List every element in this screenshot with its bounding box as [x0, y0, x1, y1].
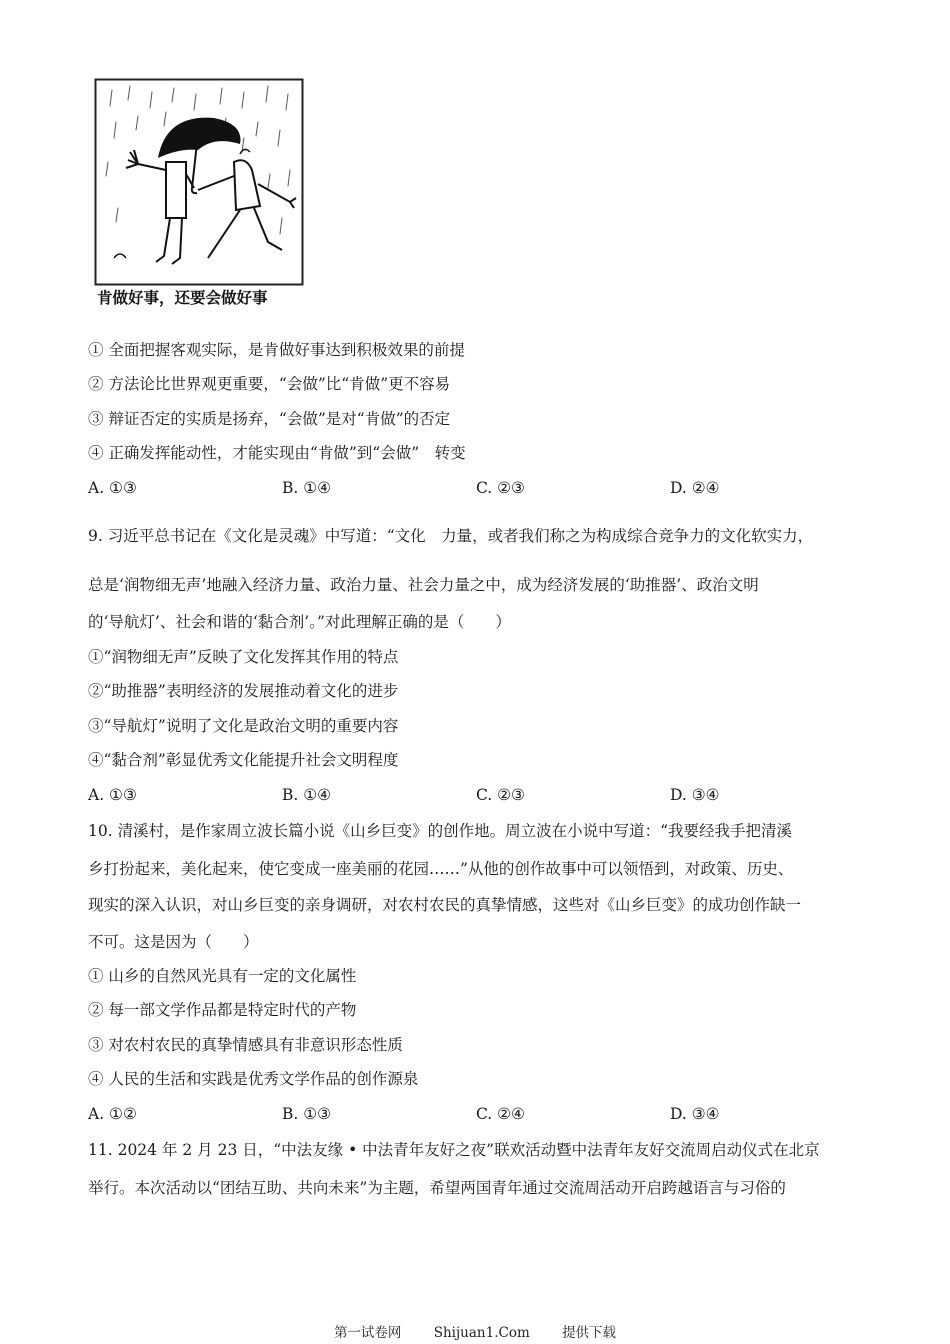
- cartoon-figure: [94, 78, 304, 310]
- q10-stem-line-4: 不可。这是因为（ ）: [88, 933, 259, 951]
- q10-option-d[interactable]: D. ③④: [670, 1105, 720, 1123]
- q9-stem-line-1: 9. 习近平总书记在《文化是灵魂》中写道：“文化 力量，或者我们称之为构成综合竞争力的文化软实力，: [88, 527, 814, 545]
- q8-option-d[interactable]: D. ②④: [670, 479, 720, 497]
- q8-statement-4: ④ 正确发挥能动性，才能实现由“肯做”到“会做” 转变: [88, 444, 466, 462]
- q11-stem-line-2: 举行。本次活动以“团结互助、共向未来”为主题，希望两国青年通过交流周活动开启跨越语言与习俗的: [88, 1179, 786, 1197]
- q10-stem-line-3: 现实的深入认识，对山乡巨变的亲身调研，对农村农民的真挚情感，这些对《山乡巨变》的成功创作缺一: [88, 896, 802, 914]
- q10-statement-1: ① 山乡的自然风光具有一定的文化属性: [88, 967, 357, 985]
- q8-option-a[interactable]: A. ①③: [88, 479, 137, 497]
- q9-statement-3: ③“导航灯”说明了文化是政治文明的重要内容: [88, 717, 399, 735]
- q9-option-c[interactable]: C. ②③: [476, 786, 525, 804]
- q9-stem-line-3: 的‘导航灯’、社会和谐的‘黏合剂’。”对此理解正确的是（ ）: [88, 613, 511, 631]
- q10-statement-3: ③ 对农村农民的真挚情感具有非意识形态性质: [88, 1036, 403, 1054]
- q10-stem-line-1: 10. 清溪村，是作家周立波长篇小说《山乡巨变》的创作地。周立波在小说中写道：“我要经我手把清溪: [88, 822, 793, 840]
- q10-stem-line-2: 乡打扮起来，美化起来，使它变成一座美丽的花园……”从他的创作故事中可以领悟到，对政策、历史、: [88, 860, 794, 878]
- q10-statement-4: ④ 人民的生活和实践是优秀文学作品的创作源泉: [88, 1070, 419, 1088]
- q8-option-b[interactable]: B. ①④: [282, 479, 332, 497]
- q10-statement-2: ② 每一部文学作品都是特定时代的产物: [88, 1001, 357, 1019]
- q10-option-b[interactable]: B. ①③: [282, 1105, 332, 1123]
- q9-statement-2: ②“助推器”表明经济的发展推动着文化的进步: [88, 682, 399, 700]
- cartoon-caption: 肯做好事，还要会做好事: [97, 289, 268, 307]
- q9-options: [88, 784, 868, 806]
- q8-options: [88, 477, 868, 499]
- q10-option-a[interactable]: A. ①②: [88, 1105, 137, 1123]
- q10-option-c[interactable]: C. ②④: [476, 1105, 525, 1123]
- q8-statement-3: ③ 辩证否定的实质是扬弃，“会做”是对“肯做”的否定: [88, 410, 451, 428]
- q9-option-a[interactable]: A. ①③: [88, 786, 137, 804]
- q8-option-c[interactable]: C. ②③: [476, 479, 525, 497]
- footer-site-cn: 第一试卷网: [333, 1325, 402, 1341]
- page-footer: [0, 1323, 950, 1343]
- footer-site-en[interactable]: Shijuan1.Com: [433, 1325, 530, 1341]
- q8-statement-1: ① 全面把握客观实际，是肯做好事达到积极效果的前提: [88, 341, 465, 359]
- footer-action: 提供下载: [562, 1325, 617, 1341]
- q10-options: [88, 1103, 868, 1125]
- q9-statement-4: ④“黏合剂”彰显优秀文化能提升社会文明程度: [88, 751, 399, 769]
- q9-option-d[interactable]: D. ③④: [670, 786, 720, 804]
- q11-stem-line-1: 11. 2024 年 2 月 23 日，“中法友缘 • 中法青年友好之夜”联欢活动暨中法青年友好交流周启动仪式在北京: [88, 1141, 820, 1159]
- q8-statement-2: ② 方法论比世界观更重要，“会做”比“肯做”更不容易: [88, 375, 451, 393]
- q9-statement-1: ①“润物细无声”反映了文化发挥其作用的特点: [88, 648, 399, 666]
- q9-stem-line-2: 总是‘润物细无声’地融入经济力量、政治力量、社会力量之中，成为经济发展的‘助推器’、政治文明: [88, 576, 759, 594]
- cartoon-umbrella-icon: [94, 78, 304, 287]
- q9-option-b[interactable]: B. ①④: [282, 786, 332, 804]
